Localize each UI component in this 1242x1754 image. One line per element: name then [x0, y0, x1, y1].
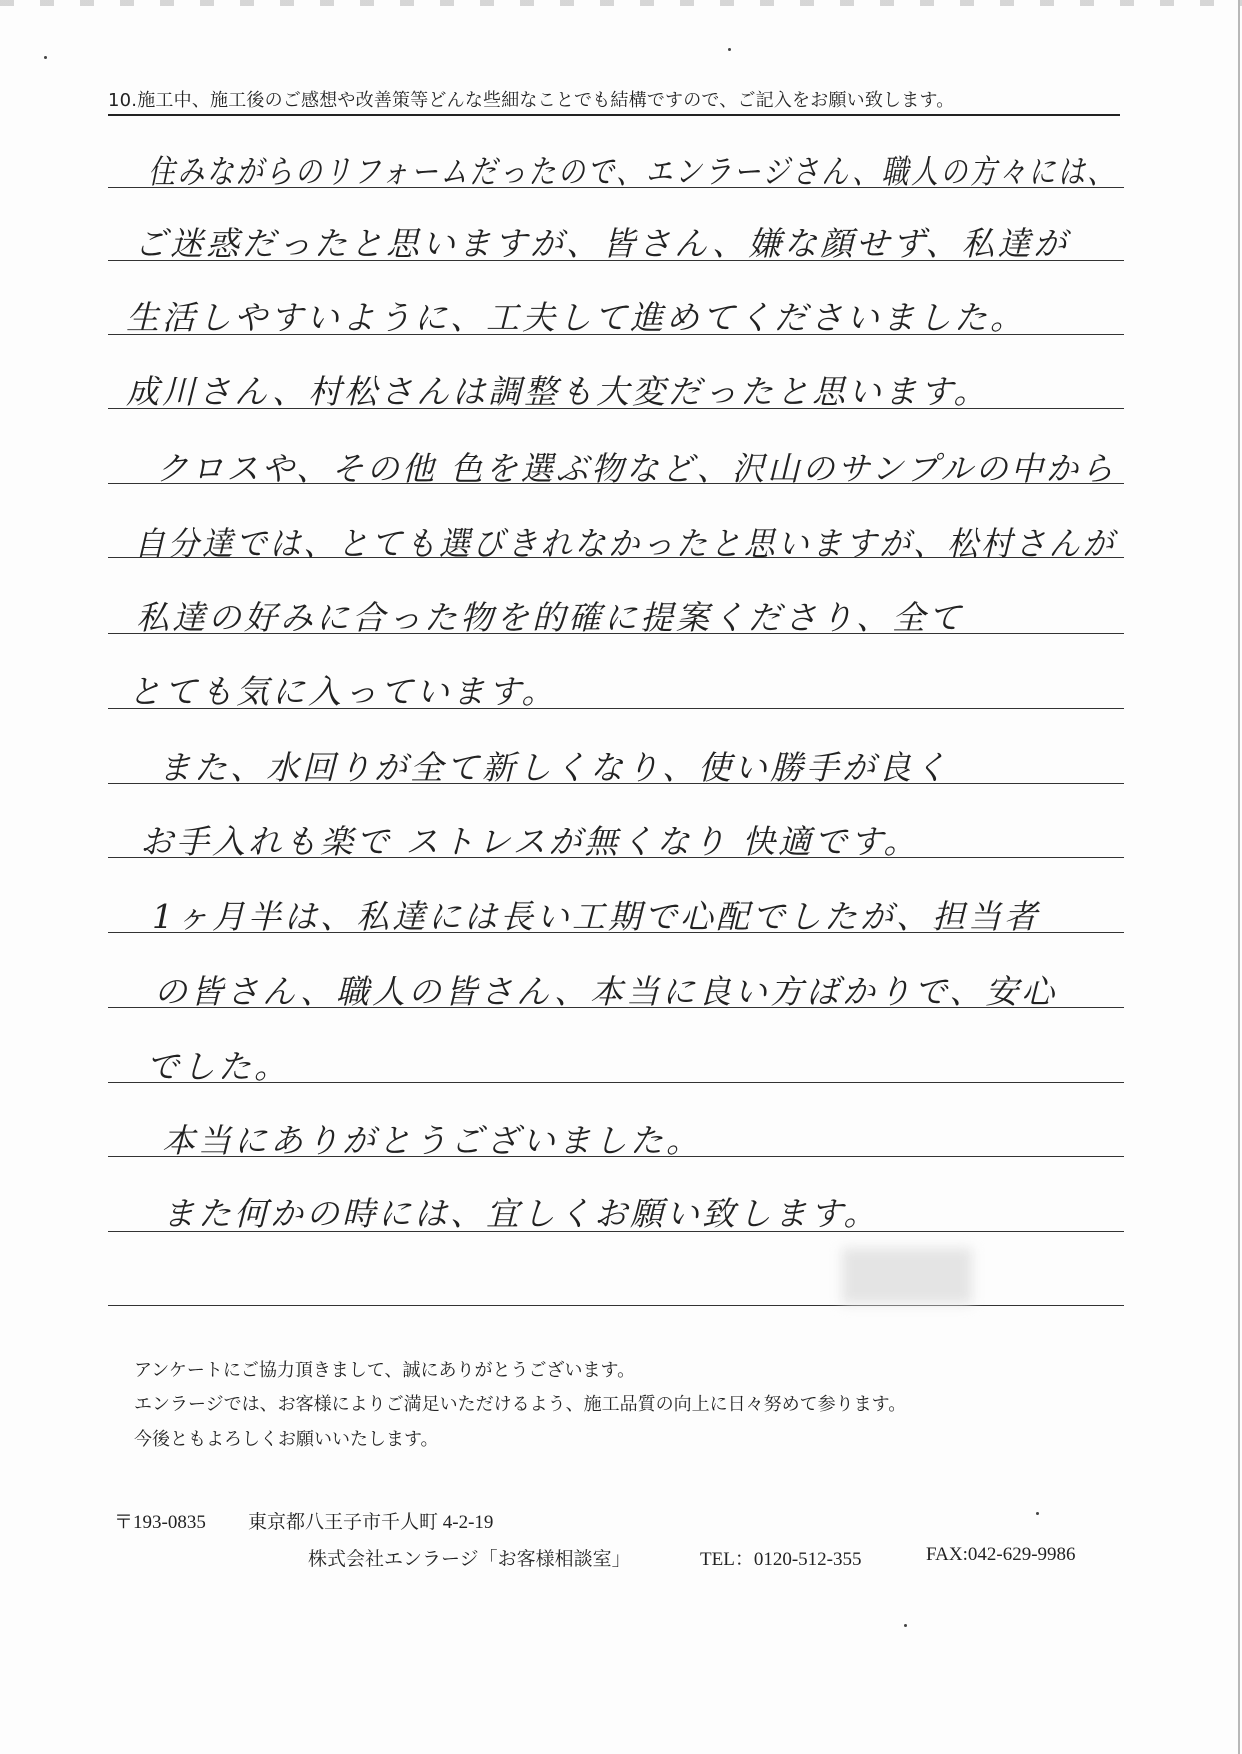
thanks-line: エンラージでは、お客様によりご満足いただけるよう、施工品質の向上に日々努めて参ります。 — [134, 1394, 907, 1415]
handwritten-line: また何かの時には、宜しくお願い致します。 — [162, 1194, 880, 1233]
handwritten-line: とても気に入っています。 — [128, 672, 558, 711]
handwritten-line: お手入れも楽で ストレスが無くなり 快適です。 — [140, 822, 920, 861]
handwritten-line: でした。 — [146, 1047, 290, 1086]
handwritten-line: 1ヶ月半は、私達には長い工期で心配でしたが、担当者 — [152, 897, 1040, 936]
scan-speck — [904, 1624, 907, 1627]
thanks-line: アンケートにご協力頂きまして、誠にありがとうございます。 — [134, 1360, 636, 1381]
scan-speck — [44, 56, 47, 59]
ruled-line — [108, 1305, 1124, 1306]
scan-speck — [1036, 1512, 1039, 1515]
question-heading: 10.施工中、施工後のご感想や改善策等どんな些細なことでも結構ですので、ご記入をお願い致します。 — [108, 86, 1120, 116]
fax-number: FAX:042-629-9986 — [926, 1544, 1076, 1565]
thanks-line: 今後ともよろしくお願いいたします。 — [134, 1429, 439, 1450]
redacted-signature — [842, 1248, 972, 1304]
handwritten-line: ご迷惑だったと思いますが、皆さん、嫌な顔せず、私達が — [134, 224, 1070, 263]
handwritten-line: 本当にありがとうございました。 — [162, 1121, 702, 1160]
street-address: 東京都八王子市千人町 4-2-19 — [248, 1512, 494, 1533]
handwritten-line: 住みながらのリフォームだったので、エンラージさん、職人の方々には、 — [148, 152, 1117, 191]
scan-speck — [728, 48, 731, 51]
scan-edge-right — [1238, 0, 1240, 1754]
handwritten-line: の皆さん、職人の皆さん、本当に良い方ばかりで、安心 — [154, 972, 1058, 1011]
handwritten-line: また、水回りが全て新しくなり、使い勝手が良く — [158, 748, 950, 787]
postal-code: 〒193-0835 — [114, 1512, 206, 1533]
company-name: 株式会社エンラージ「お客様相談室」 — [308, 1549, 631, 1570]
scan-edge-top — [0, 0, 1242, 6]
handwritten-line: 私達の好みに合った物を的確に提案くださり、全て — [136, 598, 964, 637]
handwritten-line: クロスや、その他 色を選ぶ物など、沢山のサンプルの中から — [156, 449, 1117, 488]
handwritten-line: 生活しやすいように、工夫して進めてくださいました。 — [126, 298, 1026, 337]
handwritten-line: 自分達では、とても選びきれなかったと思いますが、松村さんが — [134, 524, 1117, 563]
handwritten-line: 成川さん、村松さんは調整も大変だったと思います。 — [126, 372, 990, 411]
phone-number: TEL：0120-512-355 — [700, 1549, 862, 1570]
